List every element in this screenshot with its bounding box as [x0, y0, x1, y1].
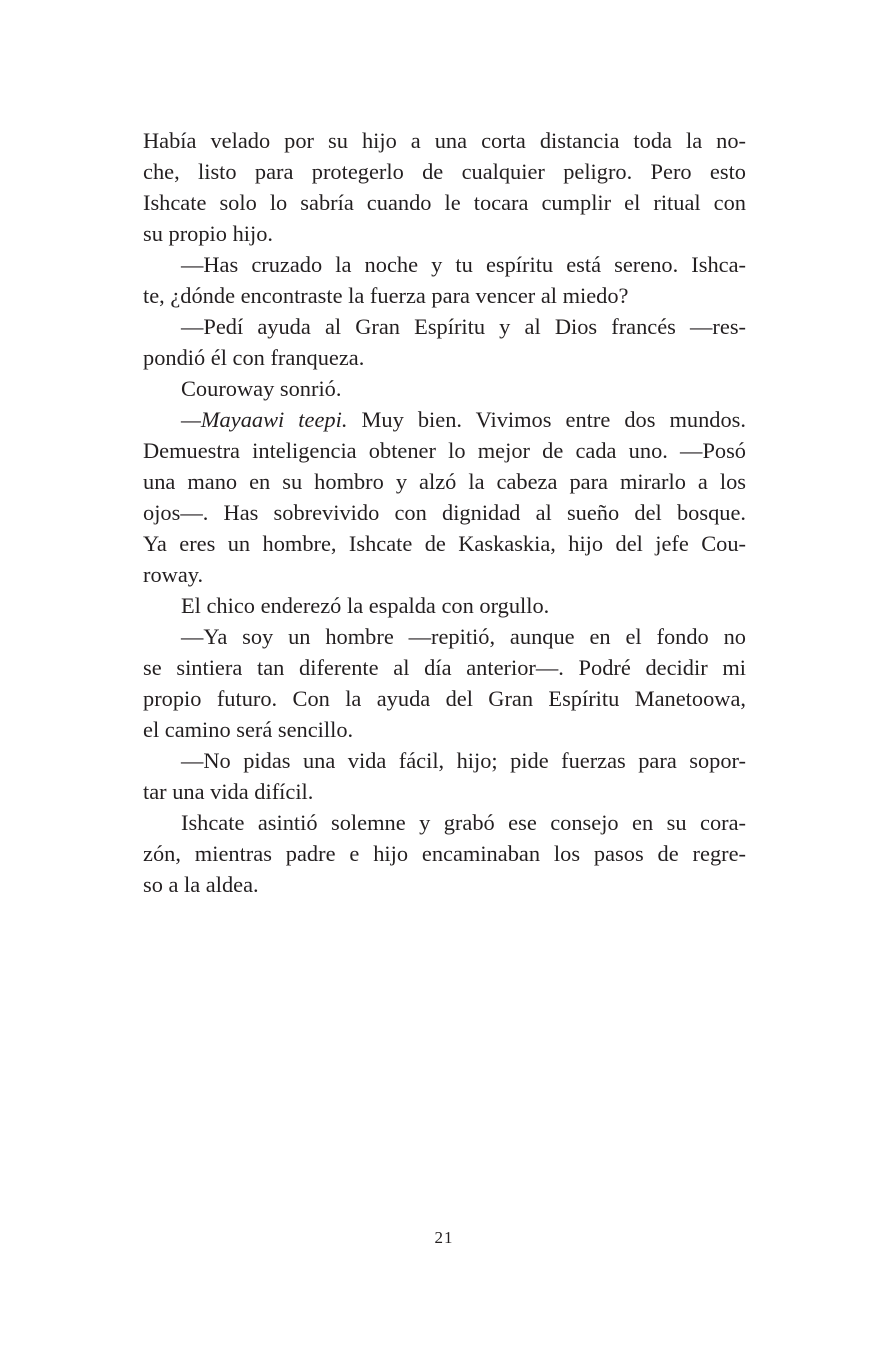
line-text: Demuestra inteligencia obtener lo mejor de cada uno. —Posó [143, 438, 746, 463]
text-line [143, 838, 746, 869]
text-line [143, 218, 746, 249]
line-text: Couroway sonrió. [181, 376, 342, 401]
line-text: El chico enderezó la espalda con orgullo. [181, 593, 550, 618]
text-line [143, 249, 746, 280]
line-text: ojos—. Has sobrevivido con dignidad al sueño del bosque. [143, 500, 746, 525]
text-line [143, 621, 746, 652]
line-text: su propio hijo. [143, 221, 273, 246]
text-line [143, 342, 746, 373]
text-line [143, 590, 746, 621]
page-number: 21 [434, 1228, 454, 1247]
line-text: se sintiera tan diferente al día anterior—. Podré decidir mi [143, 655, 746, 680]
line-text: una mano en su hombro y alzó la cabeza para mirarlo a los [143, 469, 746, 494]
text-line [143, 156, 746, 187]
line-text: zón, mientras padre e hijo encaminaban los pasos de regre- [143, 841, 746, 866]
line-text: Ya eres un hombre, Ishcate de Kaskaskia, hijo del jefe Cou- [143, 531, 746, 556]
text-line [143, 466, 746, 497]
text-line [143, 807, 746, 838]
text-line [143, 683, 746, 714]
line-text: tar una vida difícil. [143, 779, 314, 804]
line-text: pondió él con franqueza. [143, 345, 365, 370]
italic-phrase: —Mayaawi teepi. [181, 407, 348, 432]
text-line [143, 435, 746, 466]
text-line [143, 187, 746, 218]
body-text [143, 125, 746, 900]
text-line [143, 125, 746, 156]
text-line [143, 745, 746, 776]
text-line [143, 714, 746, 745]
text-line [143, 497, 746, 528]
text-line [143, 311, 746, 342]
text-line [143, 280, 746, 311]
line-text: Había velado por su hijo a una corta distancia toda la no- [143, 128, 746, 153]
line-text: Ishcate asintió solemne y grabó ese consejo en su cora- [181, 810, 746, 835]
line-text: propio futuro. Con la ayuda del Gran Espíritu Manetoowa, [143, 686, 746, 711]
line-text: Muy bien. Vivimos entre dos mundos. [347, 407, 746, 432]
line-text: —Pedí ayuda al Gran Espíritu y al Dios francés —res- [181, 314, 746, 339]
line-text: —No pidas una vida fácil, hijo; pide fuerzas para sopor- [181, 748, 746, 773]
text-line [143, 776, 746, 807]
text-line [143, 559, 746, 590]
line-text: so a la aldea. [143, 872, 259, 897]
line-text: el camino será sencillo. [143, 717, 354, 742]
text-line [143, 528, 746, 559]
line-text: che, listo para protegerlo de cualquier peligro. Pero esto [143, 159, 746, 184]
text-line [143, 404, 746, 435]
line-text: te, ¿dónde encontraste la fuerza para vencer al miedo? [143, 283, 629, 308]
text-line [143, 869, 746, 900]
line-text: —Ya soy un hombre —repitió, aunque en el fondo no [181, 624, 746, 649]
line-text: Ishcate solo lo sabría cuando le tocara cumplir el ritual con [143, 190, 746, 215]
text-line [143, 373, 746, 404]
line-text: —Has cruzado la noche y tu espíritu está sereno. Ishca- [181, 252, 746, 277]
line-text: roway. [143, 562, 204, 587]
text-line [143, 652, 746, 683]
